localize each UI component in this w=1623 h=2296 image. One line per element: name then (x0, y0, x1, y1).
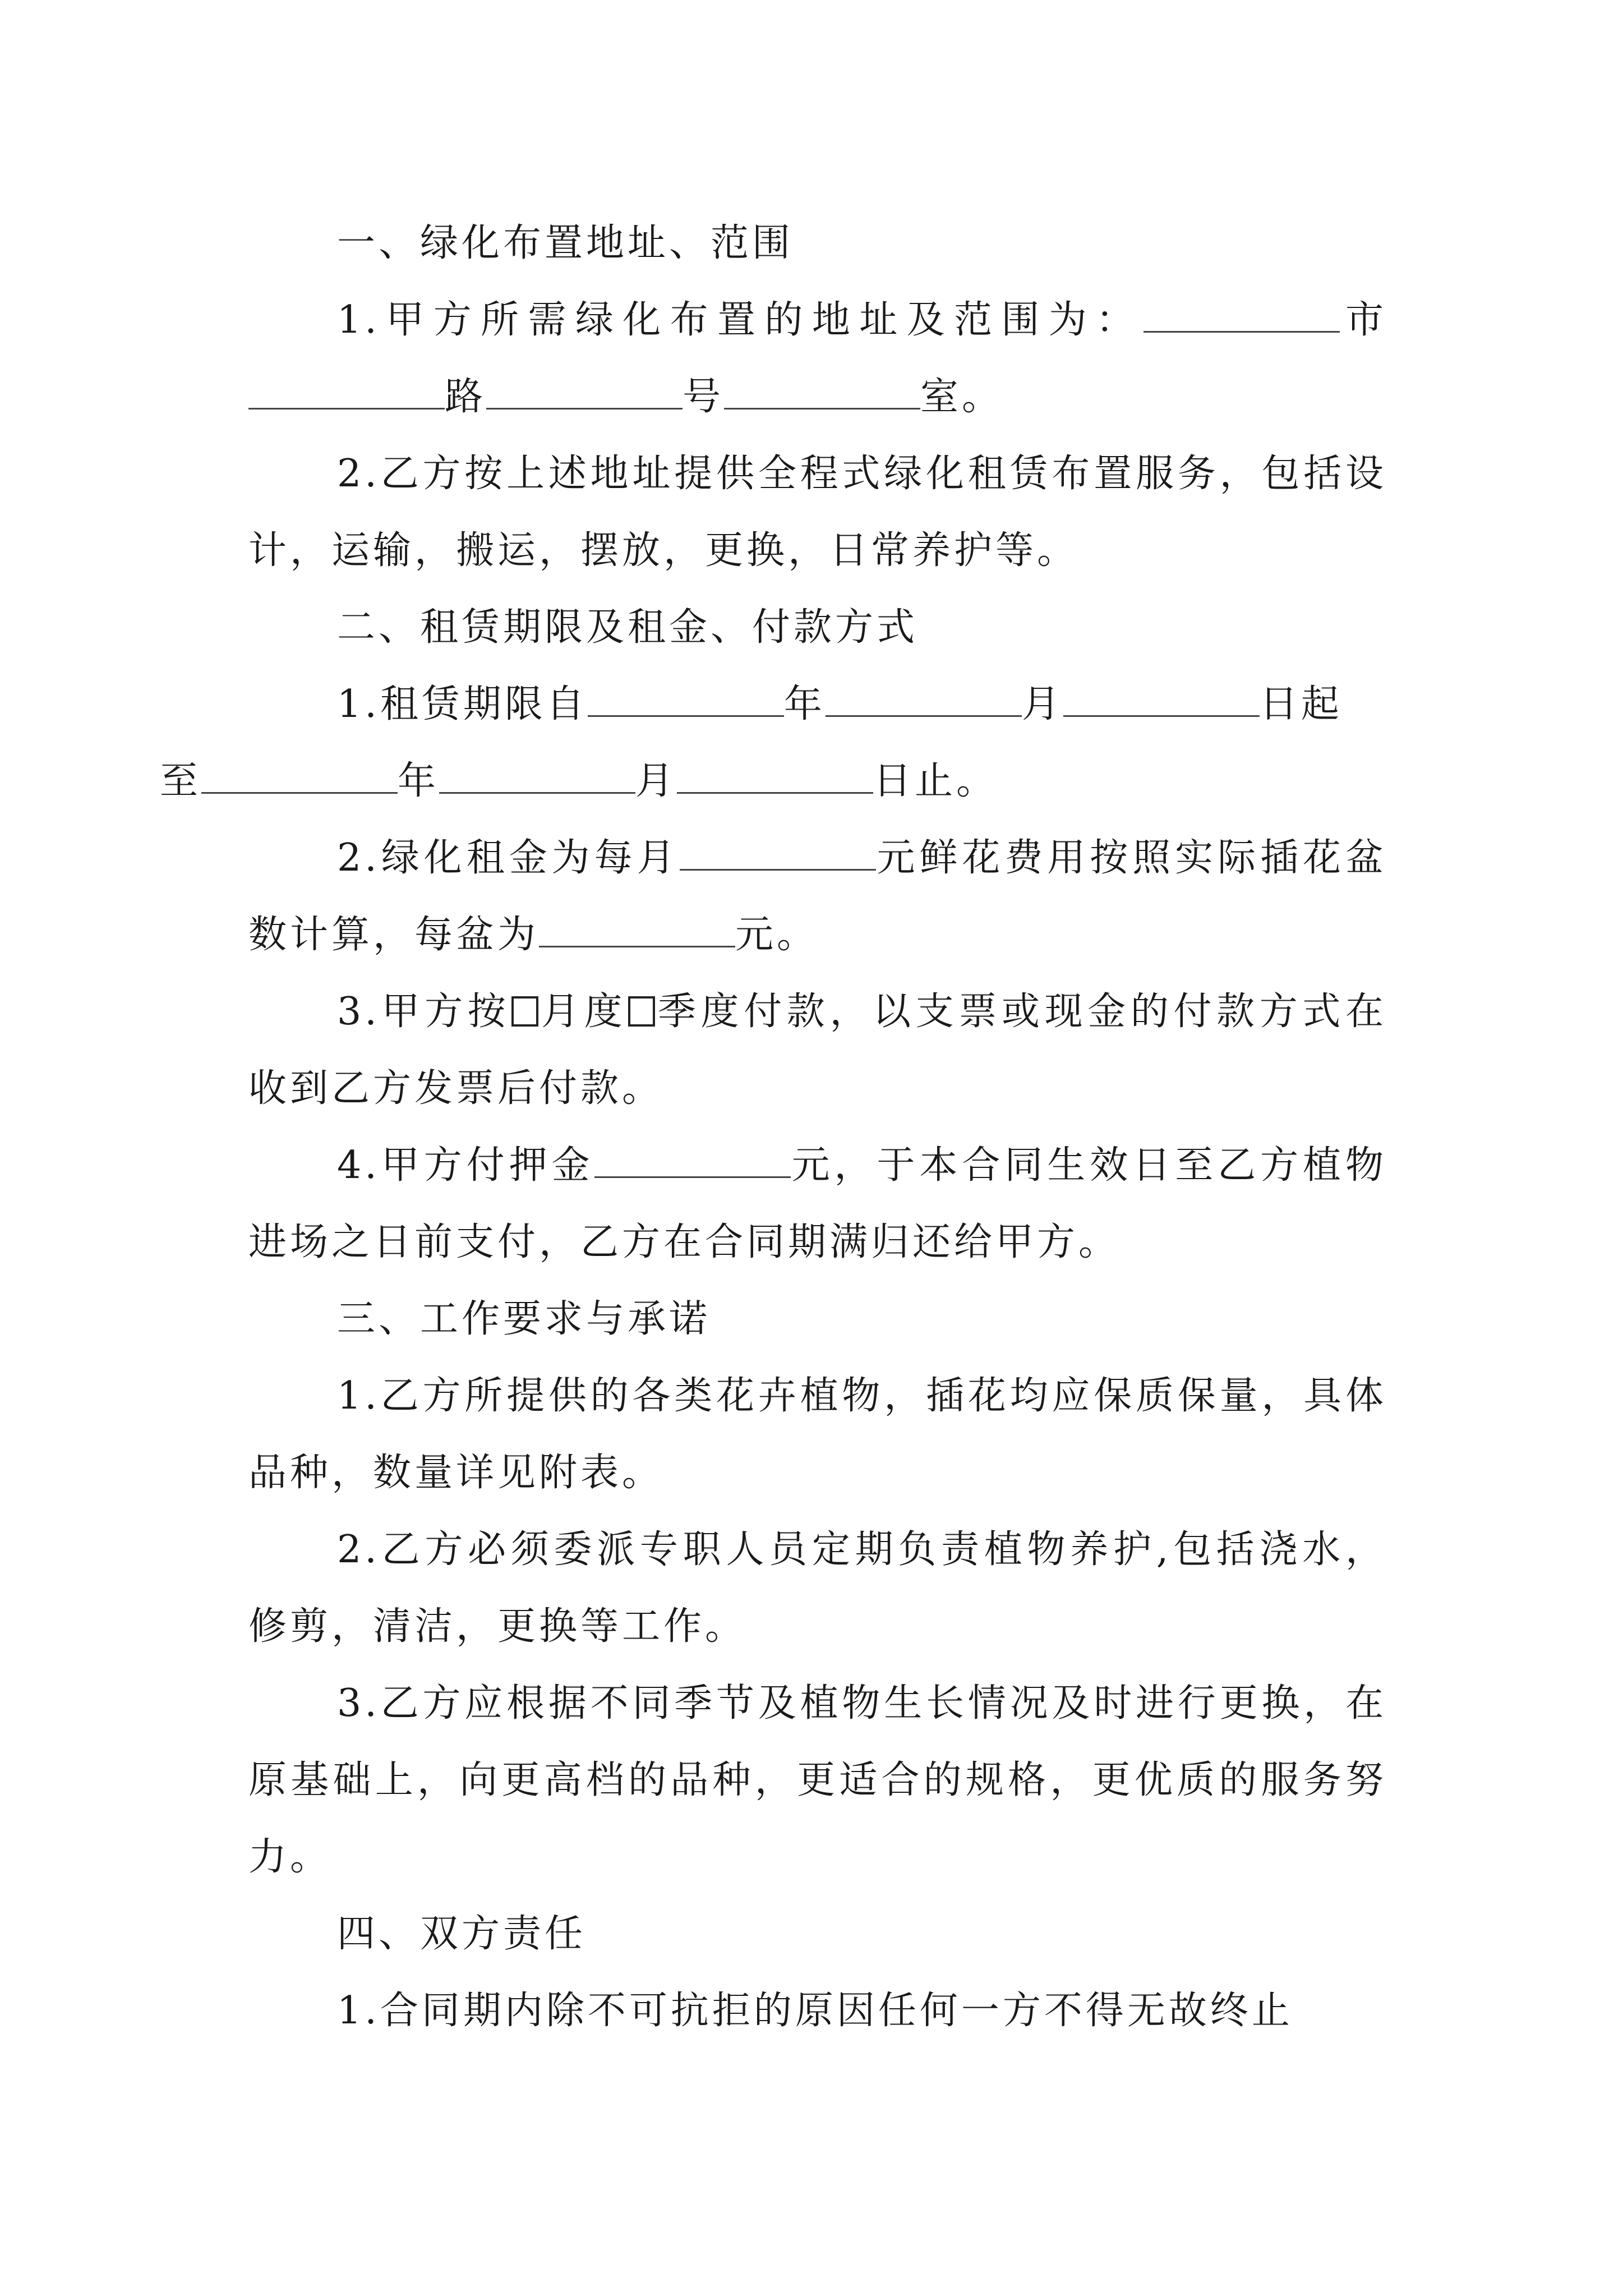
section-1-clause-1 (248, 282, 1387, 435)
monthly-rent-blank[interactable] (680, 835, 876, 871)
clause-text: 1.甲方所需绿化布置的地址及范围为： (337, 298, 1144, 342)
room-blank[interactable] (724, 374, 920, 409)
start-day-blank[interactable] (1063, 682, 1260, 717)
section-1-heading: 一、绿化布置地址、范围 (337, 221, 794, 265)
clause-text: 4.甲方付押金 (337, 1143, 594, 1188)
section-2-clause-2 (248, 820, 1387, 973)
clause-text: 元鲜花费用按照实际插花盆数计算，每盆为 (248, 836, 1387, 957)
clause-text: 号 (683, 375, 725, 419)
clause-text: 1.租赁期限自 (337, 682, 588, 726)
clause-text: 至 (160, 759, 202, 803)
quarterly-checkbox[interactable] (628, 996, 655, 1027)
section-4-clause-1: 1.合同期内除不可抗拒的原因任何一方不得无故终止 (337, 1989, 1293, 2033)
clause-text: 室。 (920, 375, 1004, 419)
section-3-heading: 三、工作要求与承诺 (337, 1297, 711, 1341)
clause-text: 2.绿化租金为每月 (337, 836, 680, 880)
end-month-blank[interactable] (439, 758, 635, 794)
clause-text: 3.甲方按 (337, 990, 511, 1034)
clause-text: 日止。 (873, 759, 998, 803)
section-2-clause-4 (248, 1127, 1387, 1281)
clause-text: 市 (1339, 298, 1387, 342)
section-4-heading: 四、双方责任 (337, 1912, 587, 1956)
clause-text: 月 (1021, 682, 1063, 726)
section-2-clause-3 (248, 973, 1387, 1127)
deposit-blank[interactable] (594, 1143, 791, 1178)
clause-text: 月 (635, 759, 677, 803)
section-3-clause-2: 2.乙方必须委派专职人员定期负责植物养护,包括浇水，修剪，清洁，更换等工作。 (248, 1527, 1387, 1649)
section-2-clause-1 (160, 666, 1387, 820)
section-2-heading: 二、租赁期限及租金、付款方式 (337, 605, 919, 650)
city-blank[interactable] (1144, 297, 1340, 333)
number-blank[interactable] (486, 374, 683, 409)
clause-text: 元。 (735, 913, 819, 957)
end-year-blank[interactable] (201, 758, 398, 794)
contract-body (160, 205, 1387, 2049)
section-3-clause-1: 1.乙方所提供的各类花卉植物，插花均应保质保量，具体品种，数量详见附表。 (248, 1374, 1387, 1495)
road-blank[interactable] (248, 374, 445, 409)
clause-text: 年 (783, 682, 826, 726)
clause-text: 月度 (540, 990, 628, 1034)
section-3-clause-3: 3.乙方应根据不同季节及植物生长情况及时进行更换，在原基础上，向更高档的品种，更适合的规格，更优质的服务努力。 (248, 1681, 1387, 1879)
section-1-clause-2: 2.乙方按上述地址提供全程式绿化租赁布置服务，包括设计，运输，搬运，摆放，更换，日常养护等。 (248, 452, 1387, 573)
end-day-blank[interactable] (677, 758, 873, 794)
clause-text: 元，于本合同生效日至乙方植物进场之日前支付，乙方在合同期满归还给甲方。 (248, 1143, 1387, 1264)
clause-text: 路 (445, 375, 487, 419)
clause-text: 年 (398, 759, 440, 803)
per-pot-price-blank[interactable] (539, 912, 735, 947)
start-year-blank[interactable] (588, 682, 784, 717)
start-month-blank[interactable] (826, 682, 1022, 717)
clause-text: 日起 (1259, 682, 1343, 726)
clause-text: 季度付款，以支票或现金的付款方式在收到乙方发票后付款。 (248, 990, 1387, 1111)
monthly-checkbox[interactable] (511, 996, 538, 1027)
